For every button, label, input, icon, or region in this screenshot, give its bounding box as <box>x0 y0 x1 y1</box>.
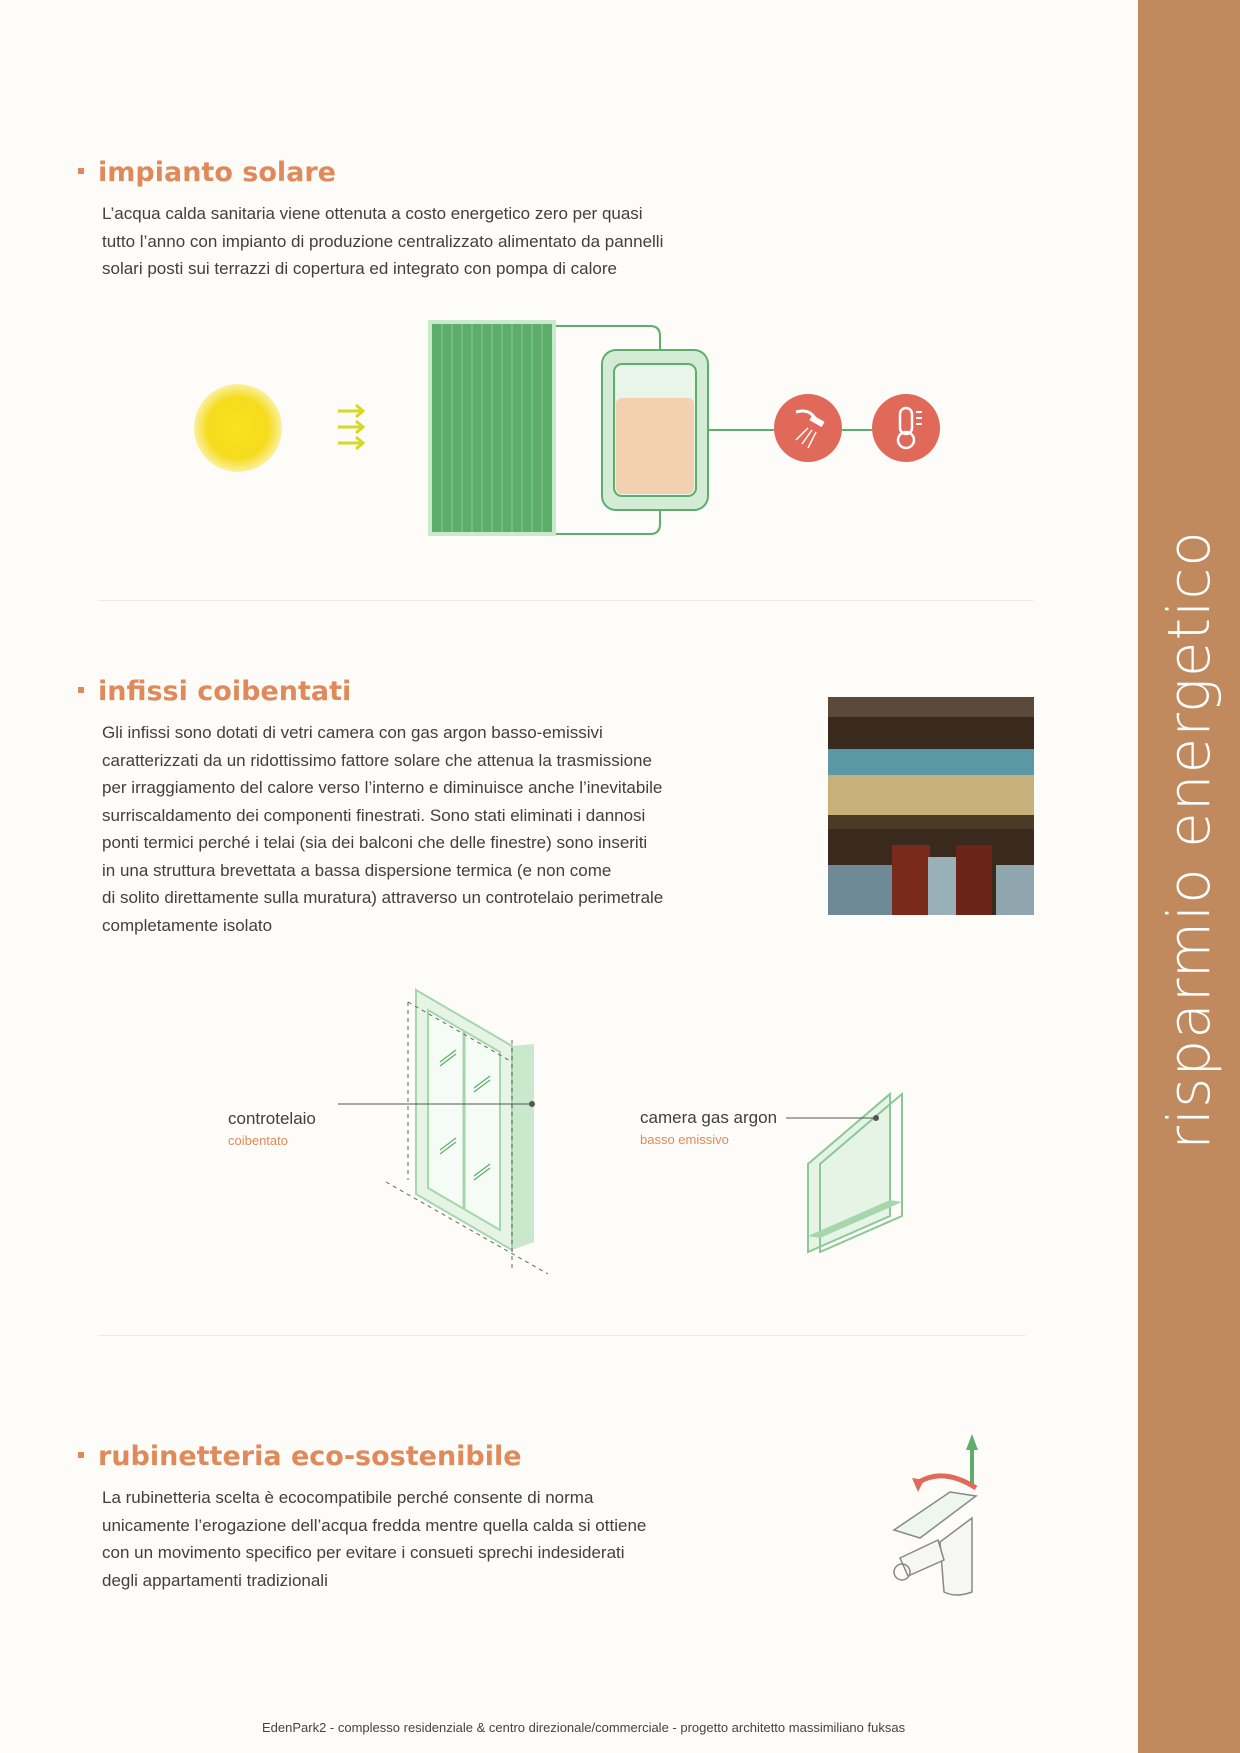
sun-icon <box>194 384 282 472</box>
section-body-windows: Gli infissi sono dotati di vetri camera con gas argon basso-emissivi caratterizzati da un ridottissimo fattore solare che attenua la trasmissione per irraggiamento del calore verso l’interno e diminuisce anche l’inevitabile surriscaldamento dei componenti finestrati. Sono stati eliminati i dannosi ponti termici perché i telai (sia dei balconi che delle finestre) sono inseriti in una struttura brevettata a bassa dispersione termica (e non come di solito direttamente sulla muratura) attraverso un controtelaio perimetrale completamente isolato <box>102 723 664 935</box>
section-title-taps-text: rubinetteria eco-sostenibile <box>98 1441 522 1472</box>
glass-pane-icon <box>790 1084 920 1254</box>
label-glass-sub: basso emissivo <box>640 1132 729 1147</box>
bullet-icon <box>78 687 84 693</box>
divider <box>98 1335 1026 1336</box>
side-band-label: risparmio energetico <box>1155 530 1223 1150</box>
solar-panel-icon <box>428 320 556 536</box>
label-glass: camera gas argon <box>640 1108 778 1127</box>
section-title-solar-text: impianto solare <box>98 157 336 188</box>
faucet-icon <box>880 1430 1000 1605</box>
window-photo <box>828 697 1034 915</box>
section-title-windows-text: infissi coibentati <box>98 676 352 707</box>
section-title-windows <box>78 676 351 707</box>
arrows-icon <box>338 405 363 449</box>
label-frame-sub: coibentato <box>228 1133 288 1148</box>
divider <box>98 600 1034 601</box>
section-body-taps: La rubinetteria scelta è ecocompatibile perché consente di norma unicamente l’erogazione dell’acqua fredda mentre quella calda si ottiene con un movimento specifico per evitare i consueti sprechi indesiderati degli appartamenti tradizionali <box>102 1488 647 1590</box>
section-title-taps <box>78 1441 522 1472</box>
window-frame-icon <box>380 980 560 1280</box>
label-frame: controtelaio <box>228 1109 316 1128</box>
shower-icon <box>774 394 842 462</box>
water-tank-icon <box>602 350 708 510</box>
thermometer-icon <box>872 394 940 462</box>
section-body-solar: L’acqua calda sanitaria viene ottenuta a costo energetico zero per quasi tutto l’anno con impianto di produzione centralizzato alimentato da pannelli solari posti sui terrazzi di copertura ed integrato con pompa di calore <box>102 204 664 278</box>
footer-text: EdenPark2 - complesso residenziale & centro direzionale/commerciale - progetto architetto massimiliano fuksas <box>262 1720 906 1735</box>
bullet-icon <box>78 1452 84 1458</box>
